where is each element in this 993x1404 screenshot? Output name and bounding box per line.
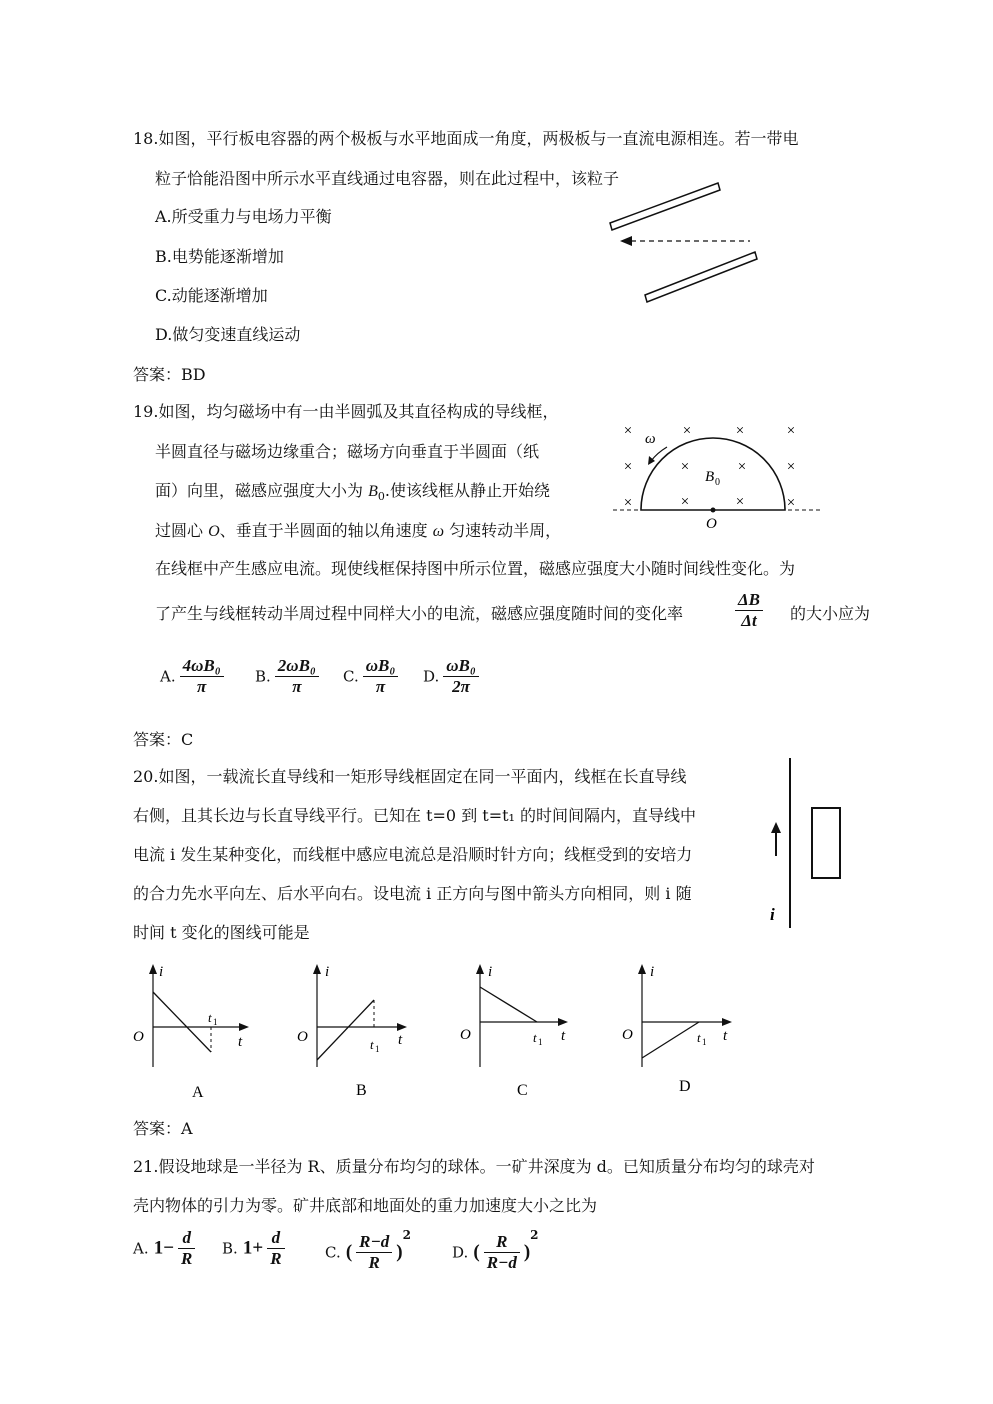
svg-text:i: i (488, 964, 493, 980)
svg-text:1: 1 (538, 1037, 543, 1047)
graph-b-line (317, 1000, 374, 1060)
q19-rate-fraction: $\frac{\Delta B}{\Delta t}$ (731, 590, 767, 631)
q19-line1: 19.如图，均匀磁场中有一由半圆弧及其直径构成的导线框， (133, 402, 559, 421)
center-point (711, 508, 716, 513)
particle-direction-arrow (620, 236, 632, 246)
capacitor-plate-upper (610, 183, 720, 230)
svg-text:×: × (623, 423, 633, 439)
svg-text:C: C (517, 1082, 528, 1099)
q21-option-c: C. ( $\frac{R-d}{R}$ )$^2$ (325, 1228, 411, 1272)
svg-text:×: × (786, 495, 796, 511)
svg-text:i: i (325, 964, 330, 980)
b0-label: B (705, 469, 715, 485)
q19-line6-tail: 的大小应为 (790, 604, 871, 623)
q20-wire-frame-figure (760, 758, 860, 933)
svg-text:×: × (680, 459, 690, 475)
q19-line3: 面）向里，磁感应强度大小为 $B_0$.使该线框从静止开始绕 (155, 481, 550, 504)
svg-text:A: A (192, 1084, 204, 1101)
svg-text:1: 1 (702, 1037, 707, 1047)
svg-text:×: × (737, 459, 747, 475)
q21-line1: 21.假设地球是一半径为 R、质量分布均匀的球体。一矿井深度为 d。已知质量分布均匀的球壳对 (133, 1157, 815, 1176)
svg-text:t: t (561, 1028, 566, 1044)
svg-text:×: × (786, 459, 796, 475)
svg-text:×: × (680, 494, 690, 510)
q20-line2: 右侧，且其长边与长直导线平行。已知在 t=0 到 t=t₁ 的时间间隔内，直导线中 (133, 806, 697, 825)
svg-text:t: t (533, 1030, 537, 1045)
q19-line2: 半圆直径与磁场边缘重合；磁场方向垂直于半圆面（纸 (155, 442, 540, 461)
q19-line5: 在线框中产生感应电流。现使线框保持图中所示位置，磁感应强度大小随时间线性变化。为 (155, 559, 796, 578)
center-o-label: O (706, 516, 717, 532)
svg-text:i: i (159, 964, 164, 980)
q21-option-d: D. ( $\frac{R}{R-d}$ )$^2$ (452, 1228, 539, 1272)
q20-graph-d (617, 962, 747, 1104)
q18-option-b: B.电势能逐渐增加 (155, 247, 284, 266)
q18-line1: 18.如图，平行板电容器的两个极板与水平地面成一角度，两极板与一直流电源相连。若一带电 (133, 129, 799, 148)
svg-text:i: i (650, 964, 655, 980)
q18-option-d: D.做匀变速直线运动 (155, 325, 301, 344)
svg-text:t: t (697, 1030, 701, 1045)
q18-option-c: C.动能逐渐增加 (155, 286, 268, 305)
svg-text:t: t (208, 1010, 212, 1025)
q21-option-a: A. 1− $\frac{d}{R}$ (133, 1228, 199, 1269)
current-arrow-head (771, 822, 781, 833)
graph-a-line (153, 992, 211, 1052)
capacitor-plate-lower (645, 252, 757, 302)
q20-graph-b (292, 962, 422, 1104)
q20-line4: 的合力先水平向左、后水平向右。设电流 i 正方向与图中箭头方向相同，则 i 随 (133, 884, 692, 903)
q19-option-b: B. $\frac{\text{2ωB₀}}{\pi}$ (255, 656, 323, 697)
svg-text:D: D (679, 1078, 691, 1095)
q19-option-d: D. $\frac{\text{ωB₀}}{2\pi}$ (423, 656, 483, 697)
q20-line3: 电流 i 发生某种变化，而线框中感应电流总是沿顺时针方向；线框受到的安培力 (133, 845, 693, 864)
svg-text:t: t (398, 1032, 403, 1048)
svg-text:t: t (723, 1028, 728, 1044)
omega-label: ω (645, 431, 656, 447)
graph-c-line (480, 987, 537, 1022)
svg-text:O: O (622, 1027, 633, 1043)
q19-option-c: C. $\frac{\text{ωB₀}}{\pi}$ (343, 656, 402, 697)
q20-graph-a (128, 962, 258, 1104)
svg-text:×: × (735, 494, 745, 510)
q18-line2: 粒子恰能沿图中所示水平直线通过电容器，则在此过程中，该粒子 (155, 169, 620, 188)
svg-text:×: × (682, 423, 692, 439)
q19-semicircle-figure (605, 415, 830, 535)
q18-option-a: A.所受重力与电场力平衡 (155, 207, 332, 226)
q19-answer: 答案：C (133, 730, 194, 749)
svg-text:t: t (238, 1034, 243, 1050)
svg-text:1: 1 (375, 1044, 380, 1054)
q20-line1: 20.如图，一载流长直导线和一矩形导线框固定在同一平面内，线框在长直导线 (133, 767, 687, 786)
q20-graph-c (455, 962, 585, 1104)
svg-text:×: × (623, 495, 633, 511)
svg-text:t: t (370, 1037, 374, 1052)
q19-option-a: A. $\frac{\text{4ωB₀}}{\pi}$ (160, 656, 228, 697)
svg-text:×: × (786, 423, 796, 439)
svg-text:O: O (297, 1029, 308, 1045)
svg-text:×: × (623, 459, 633, 475)
svg-text:O: O (460, 1027, 471, 1043)
svg-text:O: O (133, 1029, 144, 1045)
q19-line4: 过圆心 O、垂直于半圆面的轴以角速度 ω 匀速转动半周， (155, 521, 562, 540)
q20-answer: 答案：A (133, 1119, 193, 1138)
current-i-label: i (770, 905, 775, 924)
svg-text:B: B (356, 1082, 367, 1099)
rotation-arrow (651, 447, 667, 461)
rectangular-coil (812, 808, 840, 878)
q21-line2: 壳内物体的引力为零。矿井底部和地面处的重力加速度大小之比为 (133, 1196, 598, 1215)
q18-capacitor-figure (600, 175, 770, 310)
b0-label-subscript: 0 (715, 477, 720, 488)
q19-line6: 了产生与线框转动半周过程中同样大小的电流，磁感应强度随时间的变化率 (155, 604, 684, 623)
graph-d-line (642, 1022, 699, 1058)
svg-text:1: 1 (213, 1017, 218, 1027)
q18-answer: 答案：BD (133, 365, 206, 384)
svg-text:×: × (735, 423, 745, 439)
q20-line5: 时间 t 变化的图线可能是 (133, 923, 310, 942)
q21-option-b: B. 1+ $\frac{d}{R}$ (222, 1228, 289, 1269)
